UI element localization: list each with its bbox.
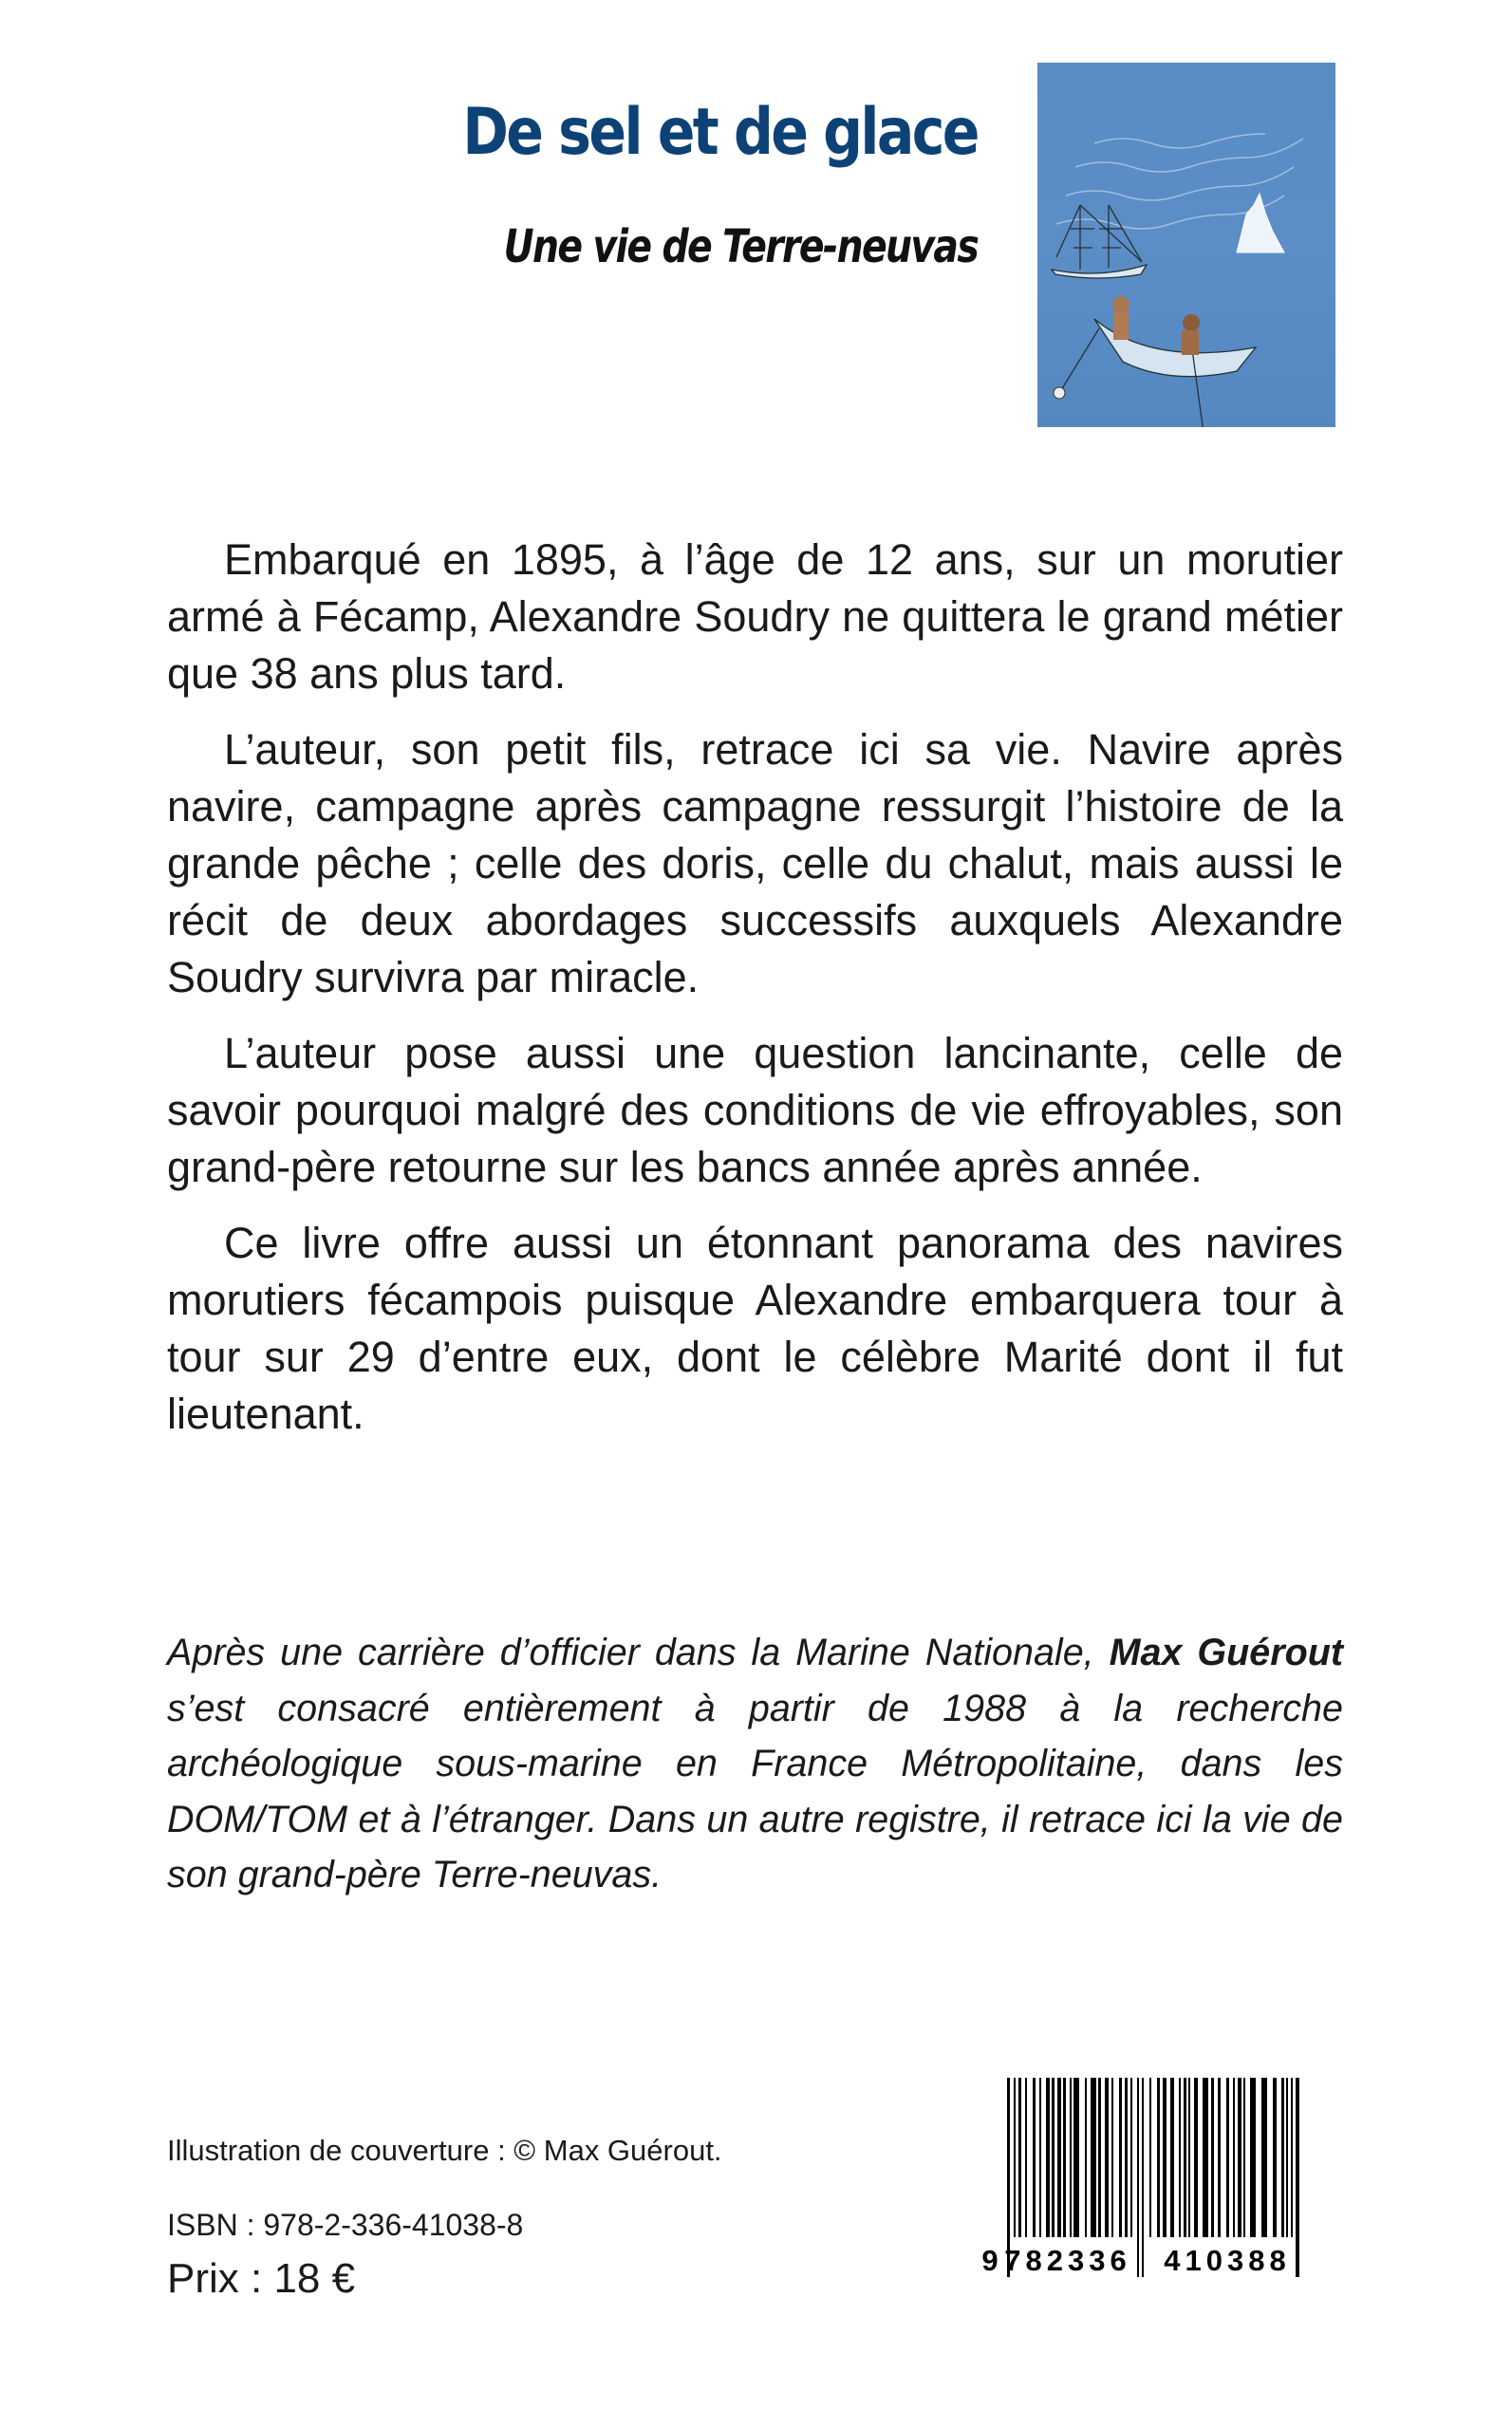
summary-paragraph: Embarqué en 1895, à l’âge de 12 ans, sur un morutier armé à Fécamp, Alexandre Soudry ne quittera le grand métier que 38 ans plus tard. [167,535,1343,698]
barcode-bar [1039,2078,1041,2237]
barcode-bar [1238,2078,1241,2237]
author-name: Max Guérout [1109,1632,1343,1673]
barcode-bar [1142,2078,1144,2277]
barcode-bar [1179,2078,1181,2237]
barcode-digits-right: 410388 [1164,2244,1291,2277]
book-title: De sel et de glace [462,95,978,170]
barcode-bar [1243,2078,1245,2237]
barcode-bar [1211,2078,1214,2237]
barcode-bar [1018,2078,1021,2237]
barcode-bar [1291,2078,1293,2237]
barcode-bar [1025,2078,1027,2237]
author-bio [167,1625,1343,1903]
barcode-bar [1130,2078,1132,2237]
barcode-bar [1057,2078,1061,2237]
barcode-bar [1184,2078,1186,2237]
barcode-bar [1194,2078,1198,2237]
barcode-bar [1046,2078,1050,2237]
barcode-bar [1111,2078,1113,2237]
barcode-bar [1170,2078,1174,2237]
barcode-bar [1070,2078,1072,2237]
barcode-bar [1281,2078,1284,2237]
illustration-drawing [1037,63,1335,427]
bio-text: s’est consacré entièrement à partir de 1988 à la recherche archéologique sous-marine en France Métropolitaine, dans les DOM/TOM et à l’étranger. Dans un autre registre, il retrace ici la vie de son grand-père Terre-neuvas. [167,1687,1343,1895]
barcode-bar [1137,2078,1139,2277]
barcode-bar [1233,2078,1235,2237]
barcode-bar [1203,2078,1208,2237]
barcode-bar [1273,2078,1277,2237]
barcode-bar [1119,2078,1122,2237]
barcode-bar [1218,2078,1221,2237]
book-subtitle: Une vie de Terre-neuvas [503,220,978,273]
barcode [979,2078,1306,2277]
barcode-bar [1157,2078,1160,2237]
barcode-bar [1105,2078,1109,2237]
summary-text [167,532,1343,1462]
isbn: ISBN : 978-2-336-41038-8 [167,2208,524,2242]
barcode-bar [1091,2078,1096,2237]
barcode-bar [1149,2078,1151,2237]
barcode-bar [1261,2078,1267,2237]
barcode-digit-first: 9 [981,2244,999,2277]
barcode-bar [1063,2078,1066,2237]
barcode-bar [1226,2078,1229,2237]
barcode-bar [1033,2078,1036,2237]
barcode-bar [1098,2078,1101,2237]
barcode-bar [1286,2078,1288,2237]
barcode-bar [1052,2078,1055,2237]
barcode-bar [1125,2078,1128,2237]
price: Prix : 18 € [167,2255,356,2302]
summary-paragraph: Ce livre offre aussi un étonnant panorama des navires morutiers fécampois puisque Alexandre embarquera tour à tour sur 29 d’entre eux, dont le célèbre Marité dont il fut lieutenant. [167,1219,1343,1438]
cover-illustration [1037,63,1335,427]
barcode-digits-left: 782336 [1004,2244,1131,2277]
summary-paragraph: L’auteur pose aussi une question lancinante, celle de savoir pourquoi malgré des conditions de vie effroyables, son grand-père retourne sur les bancs année après année. [167,1029,1343,1191]
barcode-bar [1250,2078,1256,2237]
barcode-bar [1085,2078,1087,2237]
bio-text: Après une carrière d’officier dans la Marine Nationale, [167,1632,1110,1673]
barcode-bar [1296,2078,1299,2277]
barcode-bar [1073,2078,1079,2237]
barcode-bar [1163,2078,1167,2237]
barcode-bar [1014,2078,1016,2237]
illustration-credit: Illustration de couverture : © Max Guérout. [167,2134,722,2167]
barcode-bar [1188,2078,1190,2237]
summary-paragraph: L’auteur, son petit fils, retrace ici sa vie. Navire après navire, campagne après campagne ressurgit l’histoire de la grande pêche ; celle des doris, celle du chalut, mais aussi le récit de deux abordages successifs auxquels Alexandre Soudry survivra par miracle. [167,725,1343,1001]
